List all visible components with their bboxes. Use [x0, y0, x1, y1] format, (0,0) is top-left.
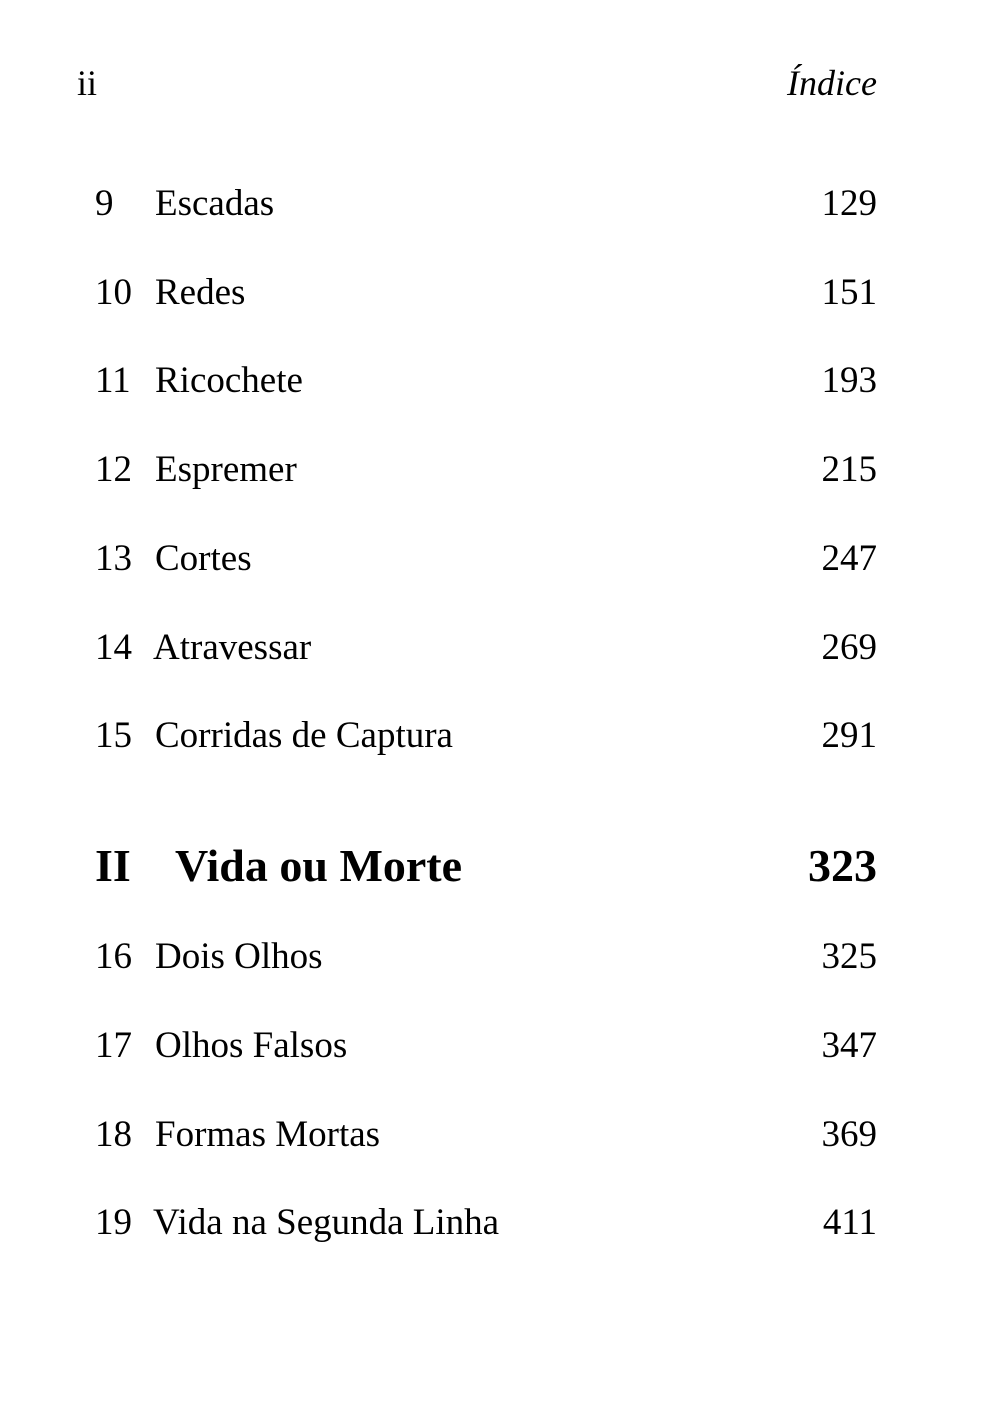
chapter-page: 193: [821, 360, 877, 401]
chapter-page: 347: [821, 1025, 877, 1066]
toc-entry: [95, 708, 877, 764]
chapter-page: 269: [821, 627, 877, 668]
toc-entry: [95, 265, 877, 321]
chapter-number: 13: [95, 538, 132, 579]
toc-entry: [95, 1195, 877, 1251]
chapter-number: 16: [95, 936, 132, 977]
part-number: II: [95, 840, 131, 891]
chapter-title: Escadas: [155, 183, 275, 224]
chapter-number: 10: [95, 272, 132, 313]
chapter-page: 215: [821, 449, 877, 490]
chapter-page: 411: [822, 1202, 877, 1243]
chapter-number: 14: [95, 627, 132, 668]
chapter-page: 247: [821, 538, 877, 579]
page-number: ii: [77, 63, 98, 103]
toc-entry: [95, 176, 877, 232]
chapter-title: Dois Olhos: [155, 936, 323, 977]
chapter-page: 151: [821, 272, 877, 313]
chapter-title: Vida na Segunda Linha: [153, 1202, 500, 1243]
chapter-title: Redes: [155, 272, 246, 313]
chapter-title: Formas Mortas: [155, 1114, 381, 1155]
chapter-title: Espremer: [155, 449, 297, 490]
chapter-number: 18: [95, 1114, 132, 1155]
toc-entry: [95, 1018, 877, 1074]
chapter-number: 19: [95, 1202, 132, 1243]
chapter-title: Olhos Falsos: [155, 1025, 348, 1066]
chapter-number: 17: [95, 1025, 132, 1066]
chapter-number: 11: [95, 360, 131, 401]
chapter-number: 15: [95, 715, 132, 756]
chapter-number: 9: [95, 183, 114, 224]
toc-entry: [95, 620, 877, 676]
chapter-page: 291: [821, 715, 877, 756]
chapter-page: 129: [821, 183, 877, 224]
toc-entry: [95, 1107, 877, 1163]
part-page: 323: [808, 840, 877, 891]
chapter-title: Corridas de Captura: [155, 715, 453, 756]
chapter-page: 369: [821, 1114, 877, 1155]
toc-entry: [95, 442, 877, 498]
part-title: Vida ou Morte: [175, 840, 463, 891]
toc-entry: [95, 531, 877, 587]
toc-entry: [95, 929, 877, 985]
chapter-title: Cortes: [155, 538, 252, 579]
chapter-title: Ricochete: [155, 360, 303, 401]
part-heading: [95, 834, 877, 898]
chapter-number: 12: [95, 449, 132, 490]
chapter-title: Atravessar: [153, 627, 312, 668]
toc-entry: [95, 353, 877, 409]
chapter-page: 325: [821, 936, 877, 977]
running-head: Índice: [787, 63, 877, 103]
